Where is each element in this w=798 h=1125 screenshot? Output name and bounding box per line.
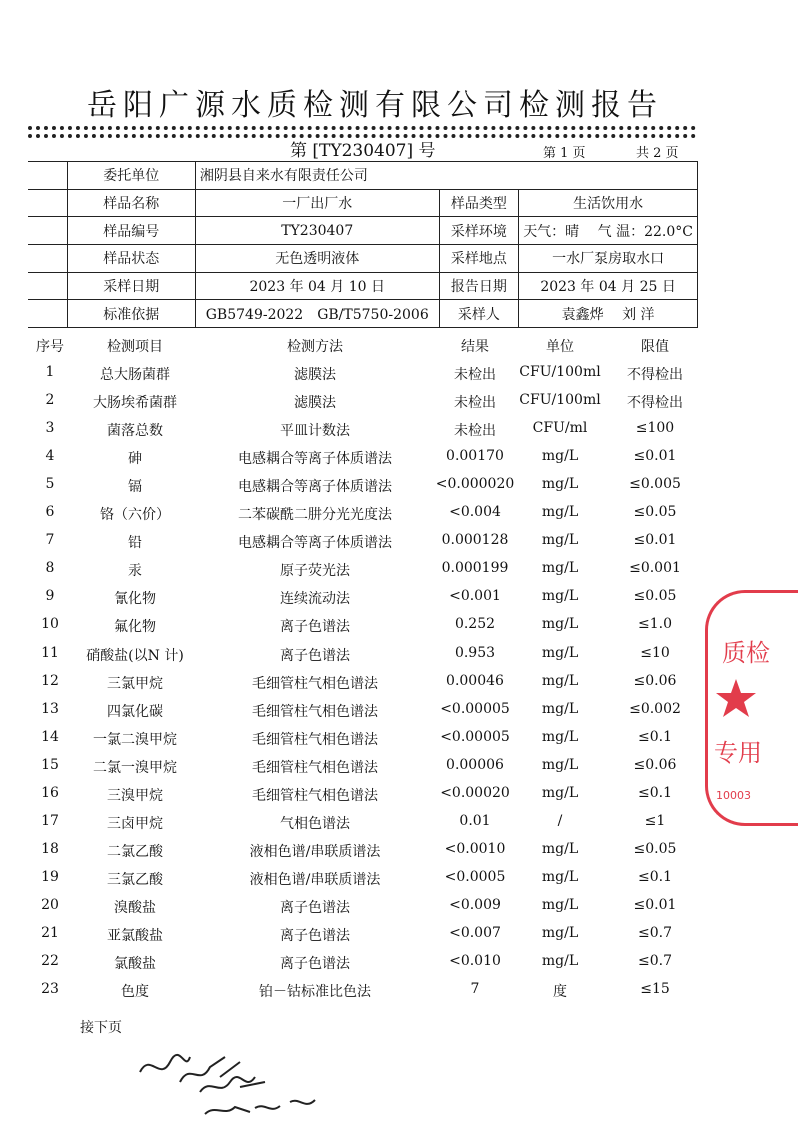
cell-no: 18 — [41, 840, 59, 857]
cell-unit: mg/L — [541, 953, 579, 970]
cell-result: <0.00005 — [440, 700, 510, 717]
cell-unit: mg/L — [541, 784, 579, 801]
header-item: 检测项目 — [107, 339, 163, 355]
table-row — [0, 392, 750, 414]
sample-type-value: 生活饮用水 — [519, 189, 698, 217]
cell-item: 三卤甲烷 — [107, 815, 163, 832]
cell-method: 毛细管柱气相色谱法 — [252, 675, 378, 692]
stamp-text-top: 质检 — [722, 639, 770, 667]
table-row — [0, 560, 750, 582]
table-row — [0, 420, 750, 442]
sampler-label: 采样人 — [439, 300, 519, 328]
report-title: 岳阳广源水质检测有限公司检测报告 — [87, 88, 663, 123]
header-limit: 限值 — [641, 339, 669, 355]
cell-method: 电感耦合等离子体质谱法 — [238, 535, 392, 552]
cell-result: 0.00170 — [446, 448, 504, 465]
cell-limit: ≤0.06 — [633, 756, 677, 773]
table-row — [0, 448, 750, 470]
state-label: 样品状态 — [67, 245, 195, 273]
cell-item: 菌落总数 — [107, 423, 163, 440]
report-date-value: 2023 年 04 月 25 日 — [519, 272, 698, 300]
cell-result: <0.009 — [449, 896, 501, 913]
cell-limit: ≤0.06 — [633, 672, 677, 689]
cell-item: 二氯乙酸 — [107, 843, 163, 860]
cell-item: 三氯甲烷 — [107, 675, 163, 692]
table-row — [0, 981, 750, 1003]
sample-type-label: 样品类型 — [439, 189, 519, 217]
title-divider-top — [28, 126, 696, 130]
cell-unit: mg/L — [541, 560, 579, 577]
cell-unit: mg/L — [541, 925, 579, 941]
sampler-value: 袁鑫烨 刘 洋 — [519, 300, 698, 328]
cell-no: 14 — [41, 728, 59, 745]
cell-limit: ≤0.002 — [629, 700, 681, 717]
cell-method: 离子色谱法 — [280, 928, 350, 944]
cell-no: 13 — [41, 700, 59, 717]
page-total: 共 2 页 — [636, 146, 679, 161]
cell-item: 三溴甲烷 — [107, 787, 163, 804]
stamp-star-icon — [714, 677, 758, 721]
info-row-client — [28, 162, 698, 190]
cell-item: 镉 — [128, 479, 142, 496]
header-no: 序号 — [36, 339, 64, 355]
cell-item: 总大肠菌群 — [100, 367, 170, 383]
cell-unit: mg/L — [541, 504, 579, 521]
cell-method: 离子色谱法 — [280, 956, 350, 973]
cell-limit: ≤0.01 — [633, 896, 677, 913]
table-row — [0, 841, 750, 863]
cell-result: 未检出 — [454, 367, 496, 383]
table-row — [0, 532, 750, 554]
cell-limit: ≤0.05 — [633, 840, 677, 857]
continued-note: 接下页 — [80, 1020, 122, 1036]
table-row — [0, 869, 750, 891]
cell-unit: 度 — [553, 984, 567, 1001]
stamp-text-bottom: 专用 — [714, 739, 762, 767]
cell-limit: ≤0.7 — [638, 953, 672, 970]
cell-no: 19 — [41, 868, 59, 885]
cell-result: 0.000199 — [441, 560, 509, 577]
cell-no: 7 — [45, 532, 55, 549]
cell-unit: mg/L — [541, 896, 579, 913]
cell-unit: CFU/100ml — [519, 392, 601, 409]
table-row — [0, 588, 750, 610]
cell-method: 毛细管柱气相色谱法 — [252, 703, 378, 720]
sample-name-label: 样品名称 — [67, 189, 195, 217]
client-value: 湘阴县自来水有限责任公司 — [195, 162, 697, 190]
cell-no: 23 — [41, 981, 59, 998]
site-label: 采样地点 — [439, 245, 519, 273]
table-row — [0, 953, 750, 975]
info-row-standard — [28, 300, 698, 328]
cell-item: 色度 — [121, 984, 149, 1001]
cell-result: 0.252 — [454, 616, 496, 633]
sample-no-label: 样品编号 — [67, 217, 195, 245]
env-label: 采样环境 — [439, 217, 519, 245]
date-value: 2023 年 04 月 10 日 — [195, 272, 439, 300]
cell-result: <0.000020 — [435, 476, 515, 493]
table-row — [0, 925, 750, 947]
cell-result: 0.953 — [454, 644, 496, 661]
cell-method: 离子色谱法 — [280, 619, 350, 636]
info-row-sample-no — [28, 217, 698, 245]
cell-result: 7 — [470, 981, 480, 998]
standard-label: 标准依据 — [67, 300, 195, 328]
table-row — [0, 701, 750, 723]
cell-limit: ≤15 — [640, 981, 670, 998]
cell-result: 0.00046 — [446, 672, 504, 689]
cell-item: 一氯二溴甲烷 — [93, 731, 177, 748]
cell-limit: ≤0.1 — [638, 784, 672, 801]
cell-unit: mg/L — [541, 616, 579, 633]
cell-limit: ≤1 — [644, 812, 666, 829]
cell-result: <0.001 — [449, 588, 501, 605]
cell-no: 10 — [41, 616, 59, 633]
cell-method: 毛细管柱气相色谱法 — [252, 787, 378, 804]
cell-item: 二氯一溴甲烷 — [93, 759, 177, 776]
stamp-code: 10003 — [716, 789, 751, 802]
results-table-header — [0, 336, 750, 356]
cell-result: 0.01 — [459, 812, 491, 829]
cell-unit: CFU/ml — [532, 420, 588, 437]
cell-unit: mg/L — [541, 448, 579, 465]
cell-no: 15 — [41, 756, 59, 773]
info-row-date — [28, 272, 698, 300]
cell-method: 毛细管柱气相色谱法 — [252, 759, 378, 776]
cell-no: 3 — [45, 420, 55, 437]
cell-no: 12 — [41, 672, 59, 689]
cell-method: 连续流动法 — [280, 591, 350, 608]
handwritten-signature — [130, 1042, 330, 1122]
cell-no: 5 — [45, 476, 55, 493]
cell-limit: ≤0.05 — [633, 588, 677, 605]
cell-method: 铂－钴标准比色法 — [259, 984, 371, 1001]
cell-method: 液相色谱/串联质谱法 — [249, 871, 381, 888]
inspection-stamp — [705, 590, 798, 826]
state-value: 无色透明液体 — [195, 245, 439, 273]
cell-unit: mg/L — [541, 588, 579, 605]
cell-item: 亚氯酸盐 — [107, 928, 163, 944]
cell-method: 滤膜法 — [294, 395, 336, 412]
cell-result: 未检出 — [454, 395, 496, 412]
cell-item: 三氯乙酸 — [107, 871, 163, 888]
info-row-state — [28, 245, 698, 273]
page-current: 第 1 页 — [543, 146, 586, 161]
date-label: 采样日期 — [67, 272, 195, 300]
cell-no: 16 — [41, 784, 59, 801]
cell-unit: mg/L — [541, 532, 579, 549]
cell-unit: mg/L — [541, 840, 579, 857]
cell-method: 滤膜法 — [294, 367, 336, 383]
cell-method: 电感耦合等离子体质谱法 — [238, 451, 392, 468]
cell-result: <0.007 — [449, 925, 501, 941]
cell-limit: ≤0.01 — [633, 448, 677, 465]
cell-unit: / — [557, 812, 563, 829]
table-row — [0, 364, 750, 386]
cell-result: <0.010 — [449, 953, 501, 970]
cell-result: <0.0005 — [444, 868, 506, 885]
cell-item: 铅 — [128, 535, 142, 552]
cell-result: 未检出 — [454, 423, 496, 440]
standard-value: GB5749-2022 GB/T5750-2006 — [195, 300, 439, 328]
cell-method: 二苯碳酰二肼分光光度法 — [238, 507, 392, 524]
cell-no: 21 — [41, 925, 59, 941]
cell-method: 原子荧光法 — [280, 563, 350, 580]
client-label: 委托单位 — [67, 162, 195, 190]
cell-result: <0.00005 — [440, 728, 510, 745]
table-row — [0, 616, 750, 638]
cell-unit: mg/L — [541, 728, 579, 745]
env-value: 天气：晴 气 温：22.0°C — [519, 217, 698, 245]
cell-method: 离子色谱法 — [280, 647, 350, 664]
cell-no: 2 — [45, 392, 55, 409]
cell-method: 电感耦合等离子体质谱法 — [238, 479, 392, 496]
cell-limit: ≤0.001 — [629, 560, 681, 577]
cell-method: 平皿计数法 — [280, 423, 350, 440]
cell-unit: CFU/100ml — [519, 364, 601, 380]
cell-limit: ≤1.0 — [638, 616, 672, 633]
cell-unit: mg/L — [541, 672, 579, 689]
cell-item: 大肠埃希菌群 — [93, 395, 177, 412]
cell-limit: ≤100 — [635, 420, 675, 437]
cell-unit: mg/L — [541, 644, 579, 661]
cell-item: 硝酸盐(以N 计) — [86, 647, 184, 664]
info-row-sample-name — [28, 189, 698, 217]
cell-limit: ≤0.005 — [629, 476, 681, 493]
cell-no: 11 — [41, 644, 59, 661]
cell-no: 22 — [41, 953, 59, 970]
header-result: 结果 — [461, 339, 489, 355]
table-row — [0, 897, 750, 919]
header-unit: 单位 — [546, 339, 574, 355]
cell-limit: ≤0.05 — [633, 504, 677, 521]
cell-method: 液相色谱/串联质谱法 — [249, 843, 381, 860]
cell-unit: mg/L — [541, 868, 579, 885]
cell-no: 17 — [41, 812, 59, 829]
report-date-label: 报告日期 — [439, 272, 519, 300]
cell-limit: ≤0.7 — [638, 925, 672, 941]
cell-result: 0.00006 — [446, 756, 504, 773]
cell-limit: 不得检出 — [627, 367, 683, 383]
cell-result: <0.004 — [449, 504, 501, 521]
cell-unit: mg/L — [541, 476, 579, 493]
sample-no-value: TY230407 — [195, 217, 439, 245]
cell-item: 砷 — [128, 451, 142, 468]
table-row — [0, 729, 750, 751]
cell-limit: ≤10 — [640, 644, 670, 661]
cell-no: 4 — [45, 448, 55, 465]
cell-item: 氰化物 — [114, 591, 156, 608]
cell-item: 汞 — [128, 563, 142, 580]
cell-item: 铬（六价） — [100, 507, 170, 524]
cell-result: 0.000128 — [441, 532, 509, 549]
site-value: 一水厂泵房取水口 — [519, 245, 698, 273]
cell-result: <0.00020 — [440, 784, 510, 801]
cell-unit: mg/L — [541, 756, 579, 773]
cell-method: 离子色谱法 — [280, 899, 350, 916]
table-row — [0, 813, 750, 835]
cell-no: 9 — [45, 588, 55, 605]
cell-unit: mg/L — [541, 700, 579, 717]
cell-item: 溴酸盐 — [114, 899, 156, 916]
cell-result: <0.0010 — [444, 840, 506, 857]
table-row — [0, 504, 750, 526]
table-row — [0, 785, 750, 807]
cell-item: 氯酸盐 — [114, 956, 156, 973]
cell-limit: 不得检出 — [627, 395, 683, 412]
cell-no: 20 — [41, 896, 59, 913]
cell-item: 氟化物 — [114, 619, 156, 636]
header-method: 检测方法 — [287, 339, 343, 355]
table-row — [0, 673, 750, 695]
table-row — [0, 645, 750, 667]
cell-item: 四氯化碳 — [107, 703, 163, 720]
table-row — [0, 476, 750, 498]
sample-name-value: 一厂出厂水 — [195, 189, 439, 217]
cell-limit: ≤0.1 — [638, 728, 672, 745]
sample-info-table — [28, 161, 698, 328]
cell-limit: ≤0.01 — [633, 532, 677, 549]
table-row — [0, 757, 750, 779]
cell-no: 6 — [45, 504, 55, 521]
cell-method: 气相色谱法 — [280, 815, 350, 832]
cell-no: 8 — [45, 560, 55, 577]
cell-method: 毛细管柱气相色谱法 — [252, 731, 378, 748]
cell-no: 1 — [45, 364, 55, 380]
report-number: 第 [TY230407] 号 — [290, 141, 436, 161]
cell-limit: ≤0.1 — [638, 868, 672, 885]
